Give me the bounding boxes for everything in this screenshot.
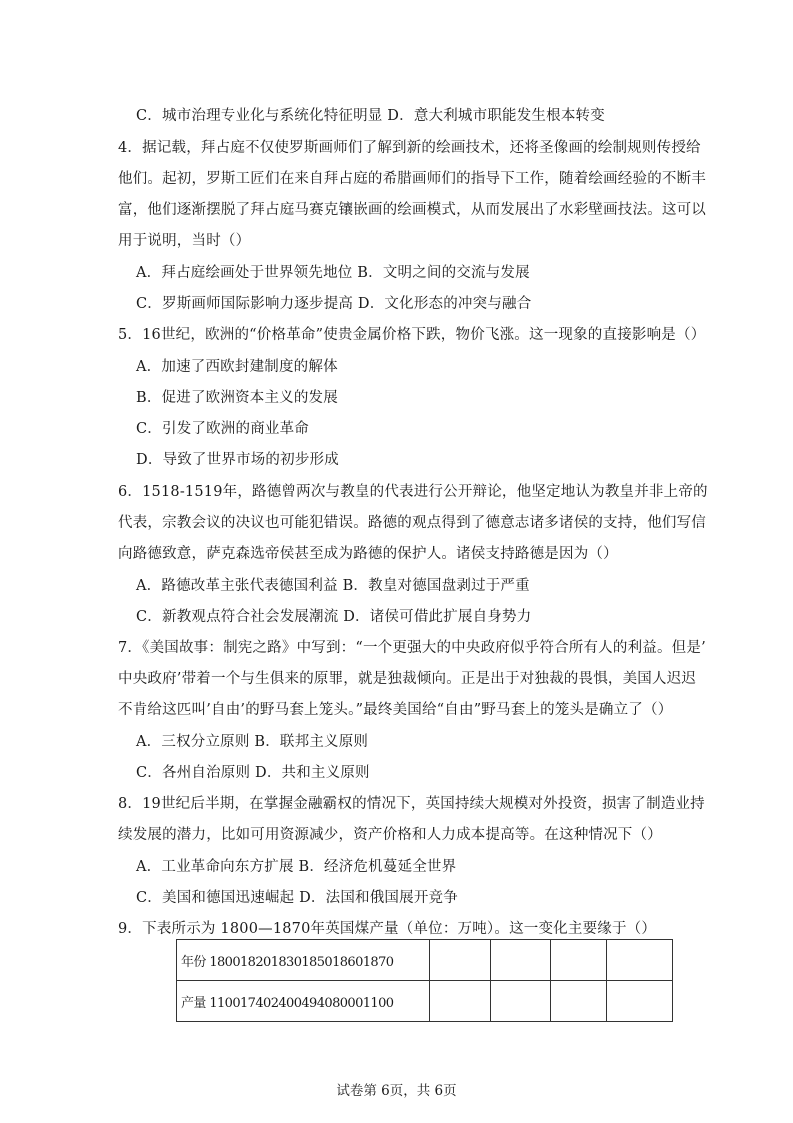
empty-cell bbox=[551, 940, 607, 981]
q5-option-b: B．促进了欧洲资本主义的发展 bbox=[136, 390, 338, 406]
q6-stem-line1: 6．1518-1519年，路德曾两次与教皇的代表进行公开辩论，他坚定地认为教皇并非上帝的 bbox=[118, 484, 708, 500]
q7-stem-line1: 7．《美国故事：制宪之路》中写到：“一个更强大的中央政府似乎符合所有人的利益。但是’ bbox=[118, 640, 706, 656]
q6-stem-line3: 向路德致意，萨克森选帝侯甚至成为路德的保护人。诸侯支持路德是因为（） bbox=[118, 546, 618, 562]
empty-cell bbox=[430, 940, 491, 981]
empty-cell bbox=[491, 981, 551, 1022]
q6-options-cd: C．新教观点符合社会发展潮流 D．诸侯可借此扩展自身势力 bbox=[136, 609, 532, 625]
empty-cell bbox=[607, 981, 673, 1022]
empty-cell bbox=[430, 981, 491, 1022]
q7-options-ab: A．三权分立原则 B．联邦主义原则 bbox=[136, 734, 369, 750]
q4-options-cd: C．罗斯画师国际影响力逐步提高 D．文化形态的冲突与融合 bbox=[136, 296, 532, 312]
q7-stem-line3: 不肯给这匹叫’自由’的野马套上笼头。”最终美国给“自由”野马套上的笼头是确立了（） bbox=[118, 702, 673, 718]
empty-cell bbox=[551, 981, 607, 1022]
empty-cell bbox=[607, 940, 673, 981]
q4-stem-line4: 用于说明，当时（） bbox=[118, 233, 251, 249]
table-row bbox=[177, 940, 673, 981]
q3-options-cd: C．城市治理专业化与系统化特征明显 D．意大利城市职能发生根本转变 bbox=[136, 108, 605, 124]
q5-option-c: C．引发了欧洲的商业革命 bbox=[136, 421, 309, 437]
q7-stem-line2: 中央政府’带着一个与生俱来的原罪，就是独裁倾向。正是出于对独裁的畏惧，美国人迟迟 bbox=[118, 671, 697, 687]
q9-stem: 9．下表所示为 1800—1870年英国煤产量（单位：万吨）。这一变化主要缘于（） bbox=[118, 921, 657, 937]
q5-option-a: A．加速了西欧封建制度的解体 bbox=[136, 359, 338, 375]
q8-stem-line2: 续发展的潜力，比如可用资源减少，资产价格和人力成本提高等。在这种情况下（） bbox=[118, 827, 662, 843]
page-footer: 试卷第 6页，共 6页 bbox=[336, 1083, 457, 1099]
q4-stem-line3: 富，他们逐渐摆脱了拜占庭马赛克镶嵌画的绘画模式，从而发展出了水彩壁画技法。这可以 bbox=[118, 202, 706, 218]
q4-stem-line1: 4．据记载，拜占庭不仅使罗斯画师们了解到新的绘画技术，还将圣像画的绘制规则传授给 bbox=[118, 140, 701, 156]
output-row-cell: 产量 110017402400494080001100 bbox=[177, 981, 430, 1022]
empty-cell bbox=[491, 940, 551, 981]
q4-options-ab: A．拜占庭绘画处于世界领先地位 B．文明之间的交流与发展 bbox=[136, 265, 530, 281]
q6-stem-line2: 代表，宗教会议的决议也可能犯错误。路德的观点得到了德意志诸多诸侯的支持，他们写信 bbox=[118, 515, 706, 531]
coal-output-table bbox=[176, 939, 673, 1022]
q4-stem-line2: 他们。起初，罗斯工匠们在来自拜占庭的希腊画师们的指导下工作，随着绘画经验的不断丰 bbox=[118, 171, 706, 187]
q8-options-ab: A．工业革命向东方扩展 B．经济危机蔓延全世界 bbox=[136, 859, 457, 875]
q6-options-ab: A．路德改革主张代表德国利益 B．教皇对德国盘剥过于严重 bbox=[136, 578, 530, 594]
year-row-cell: 年份 180018201830185018601870 bbox=[177, 940, 430, 981]
table-row bbox=[177, 981, 673, 1022]
q5-stem: 5．16世纪，欧洲的“价格革命”使贵金属价格下跌，物价飞涨。这一现象的直接影响是（） bbox=[118, 327, 706, 343]
q8-options-cd: C．美国和德国迅速崛起 D．法国和俄国展开竞争 bbox=[136, 890, 458, 906]
q5-option-d: D．导致了世界市场的初步形成 bbox=[136, 452, 339, 468]
q8-stem-line1: 8．19世纪后半期，在掌握金融霸权的情况下，英国持续大规模对外投资，损害了制造业持 bbox=[118, 796, 705, 812]
q7-options-cd: C．各州自治原则 D．共和主义原则 bbox=[136, 765, 370, 781]
